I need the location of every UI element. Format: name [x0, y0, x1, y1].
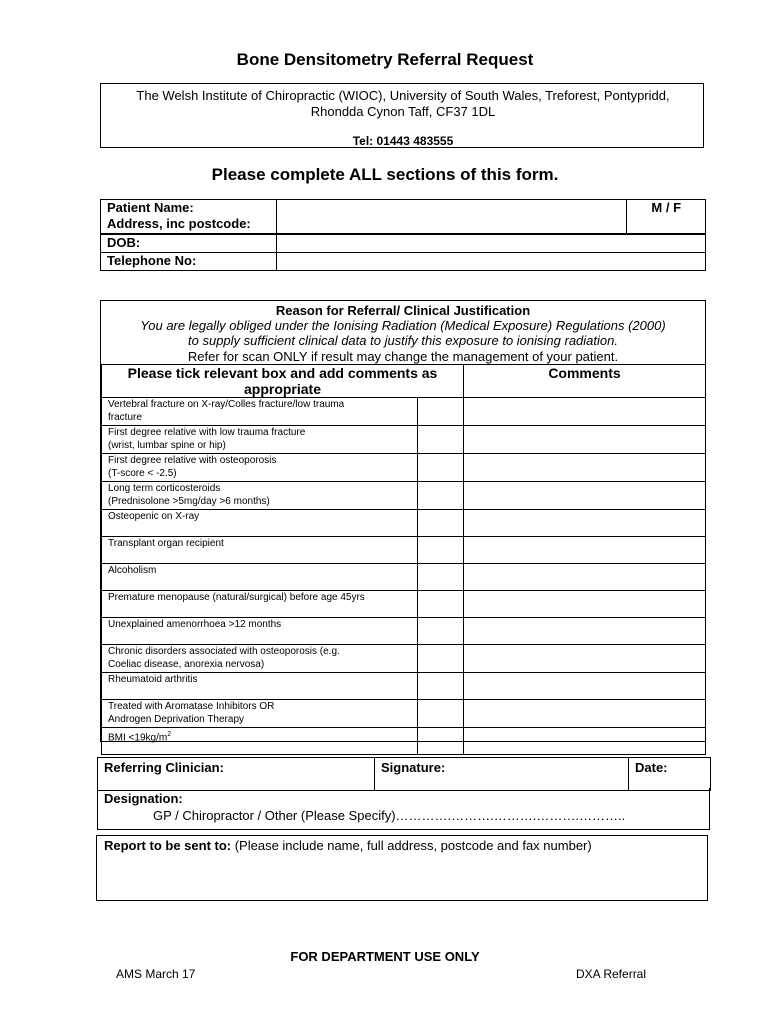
- dob-label: DOB:: [107, 235, 141, 250]
- criteria-row: [102, 564, 706, 591]
- institute-line2: Rhondda Cynon Taff, CF37 1DL: [310, 104, 496, 119]
- criteria-label: [102, 591, 418, 618]
- criteria-label-line2: (T-score < -2.5): [108, 467, 177, 479]
- criteria-label-line1: BMI <19kg/m: [108, 732, 168, 744]
- criteria-row: [102, 618, 706, 645]
- criteria-label-line1: First degree relative with osteoporosis: [108, 455, 277, 466]
- criteria-label: [102, 728, 418, 755]
- date-field[interactable]: [629, 758, 711, 791]
- clinician-table: [97, 757, 711, 791]
- sex-field[interactable]: [627, 200, 706, 234]
- legal-notice-line2: to supply sufficient clinical data to justify this exposure to ionising radiation.: [188, 333, 618, 348]
- designation-options: GP / Chiropractor / Other (Please Specify)………….……….……….……….………..: [153, 808, 626, 823]
- criteria-label: [102, 673, 418, 700]
- criteria-label-line2: fracture: [108, 411, 142, 423]
- criteria-row: [102, 398, 706, 426]
- report-recipient-field[interactable]: [96, 835, 708, 901]
- criteria-tick-box[interactable]: [418, 426, 464, 454]
- criteria-label-line1: Transplant organ recipient: [108, 538, 224, 549]
- criteria-comment-field[interactable]: [464, 645, 706, 673]
- telephone-label-cell: [101, 253, 277, 271]
- criteria-label-line1: Osteopenic on X-ray: [108, 511, 200, 522]
- criteria-comment-field[interactable]: [464, 426, 706, 454]
- designation-label: Designation:: [104, 791, 183, 806]
- criteria-label-line2: Coeliac disease, anorexia nervosa): [108, 658, 265, 670]
- criteria-comment-field[interactable]: [464, 700, 706, 728]
- criteria-comment-field[interactable]: [464, 398, 706, 426]
- criteria-tick-box[interactable]: [418, 537, 464, 564]
- criteria-label-line1: Treated with Aromatase Inhibitors OR: [108, 701, 275, 712]
- completion-instruction: Please complete ALL sections of this form.: [211, 165, 559, 184]
- patient-details-table: [100, 199, 706, 271]
- signature-field[interactable]: [375, 758, 629, 791]
- dob-field[interactable]: [277, 235, 706, 253]
- criteria-row: [102, 728, 706, 755]
- tick-header-line2: appropriate: [243, 381, 321, 397]
- criteria-tick-box[interactable]: [418, 398, 464, 426]
- institute-box: [100, 83, 704, 148]
- criteria-tick-box[interactable]: [418, 700, 464, 728]
- criteria-tick-box[interactable]: [418, 645, 464, 673]
- tick-header: [102, 365, 464, 398]
- criteria-comment-field[interactable]: [464, 510, 706, 537]
- institute-address: [101, 88, 705, 120]
- criteria-tick-box[interactable]: [418, 673, 464, 700]
- criteria-row: [102, 673, 706, 700]
- report-label: Report to be sent to:: [104, 838, 232, 853]
- criteria-comment-field[interactable]: [464, 454, 706, 482]
- criteria-comment-field[interactable]: [464, 728, 706, 755]
- criteria-row: [102, 426, 706, 454]
- patient-name-field[interactable]: [277, 200, 627, 234]
- criteria-label-line1: Vertebral fracture on X-ray/Colles fracture/low trauma: [108, 399, 345, 410]
- criteria-label: [102, 454, 418, 482]
- criteria-tick-box[interactable]: [418, 454, 464, 482]
- sex-label: M / F: [651, 200, 682, 215]
- criteria-comment-field[interactable]: [464, 618, 706, 645]
- patient-name-address-labels: [101, 200, 277, 234]
- criteria-label: [102, 510, 418, 537]
- address-label: Address, inc postcode:: [107, 216, 251, 231]
- criteria-label-line1: Rheumatoid arthritis: [108, 674, 198, 685]
- criteria-row: [102, 700, 706, 728]
- date-label: Date:: [635, 760, 668, 775]
- tick-header-line1: Please tick relevant box and add comments as: [127, 365, 438, 381]
- criteria-tick-box[interactable]: [418, 510, 464, 537]
- criteria-label: [102, 426, 418, 454]
- telephone-label: Telephone No:: [107, 253, 197, 268]
- footer-form-name: DXA Referral: [576, 967, 647, 981]
- criteria-label-line1: Chronic disorders associated with osteoporosis (e.g.: [108, 646, 340, 657]
- criteria-label: [102, 482, 418, 510]
- clinical-criteria-table: [101, 364, 706, 755]
- criteria-label-line1: Alcoholism: [108, 565, 157, 576]
- patient-name-label: Patient Name:: [107, 200, 194, 215]
- criteria-label-line1: First degree relative with low trauma fracture: [108, 427, 306, 438]
- criteria-label: [102, 700, 418, 728]
- report-hint: (Please include name, full address, postcode and fax number): [231, 838, 592, 853]
- criteria-tick-box[interactable]: [418, 482, 464, 510]
- criteria-label: [102, 537, 418, 564]
- criteria-comment-field[interactable]: [464, 537, 706, 564]
- criteria-row: [102, 454, 706, 482]
- reason-title: Reason for Referral/ Clinical Justification: [275, 303, 531, 318]
- criteria-label-line2: (Prednisolone >5mg/day >6 months): [108, 495, 270, 507]
- criteria-tick-box[interactable]: [418, 564, 464, 591]
- designation-field[interactable]: [97, 788, 710, 830]
- criteria-label: [102, 564, 418, 591]
- criteria-label-line1: Unexplained amenorrhoea >12 months: [108, 619, 282, 630]
- criteria-label-line2: (wrist, lumbar spine or hip): [108, 439, 226, 451]
- criteria-comment-field[interactable]: [464, 591, 706, 618]
- criteria-row: [102, 645, 706, 673]
- department-use-heading: FOR DEPARTMENT USE ONLY: [290, 949, 480, 964]
- bmi-superscript: 2: [167, 731, 172, 738]
- refer-note: Refer for scan ONLY if result may change the management of your patient.: [187, 349, 619, 364]
- criteria-label: [102, 645, 418, 673]
- institute-telephone: Tel: 01443 483555: [352, 134, 454, 148]
- footer-version: AMS March 17: [116, 967, 196, 981]
- criteria-label-line1: Premature menopause (natural/surgical) before age 45yrs: [108, 592, 365, 603]
- referring-clinician-field[interactable]: [98, 758, 375, 791]
- dob-label-cell: [101, 235, 277, 253]
- criteria-comment-field[interactable]: [464, 564, 706, 591]
- criteria-comment-field[interactable]: [464, 482, 706, 510]
- institute-line1: The Welsh Institute of Chiropractic (WIOC), University of South Wales, Treforest, Pontypridd,: [136, 88, 670, 103]
- criteria-row: [102, 591, 706, 618]
- criteria-tick-box[interactable]: [418, 618, 464, 645]
- signature-label: Signature:: [381, 760, 446, 775]
- telephone-field[interactable]: [277, 253, 706, 271]
- criteria-row: [102, 482, 706, 510]
- referring-clinician-label: Referring Clinician:: [104, 760, 224, 775]
- criteria-tick-box[interactable]: [418, 591, 464, 618]
- legal-notice-line1: You are legally obliged under the Ionising Radiation (Medical Exposure) Regulations (2000): [140, 318, 666, 333]
- comments-header: Comments: [464, 365, 706, 398]
- criteria-row: [102, 510, 706, 537]
- criteria-comment-field[interactable]: [464, 673, 706, 700]
- form-title: Bone Densitometry Referral Request: [236, 50, 534, 69]
- criteria-label-line2: Androgen Deprivation Therapy: [108, 713, 245, 725]
- criteria-label: [102, 618, 418, 645]
- report-instruction: [104, 838, 592, 853]
- criteria-row: [102, 537, 706, 564]
- legal-notice: [101, 318, 705, 348]
- criteria-label-line1: Long term corticosteroids: [108, 483, 221, 494]
- referral-reason-section: [100, 300, 706, 742]
- criteria-tick-box[interactable]: [418, 728, 464, 755]
- criteria-label: [102, 398, 418, 426]
